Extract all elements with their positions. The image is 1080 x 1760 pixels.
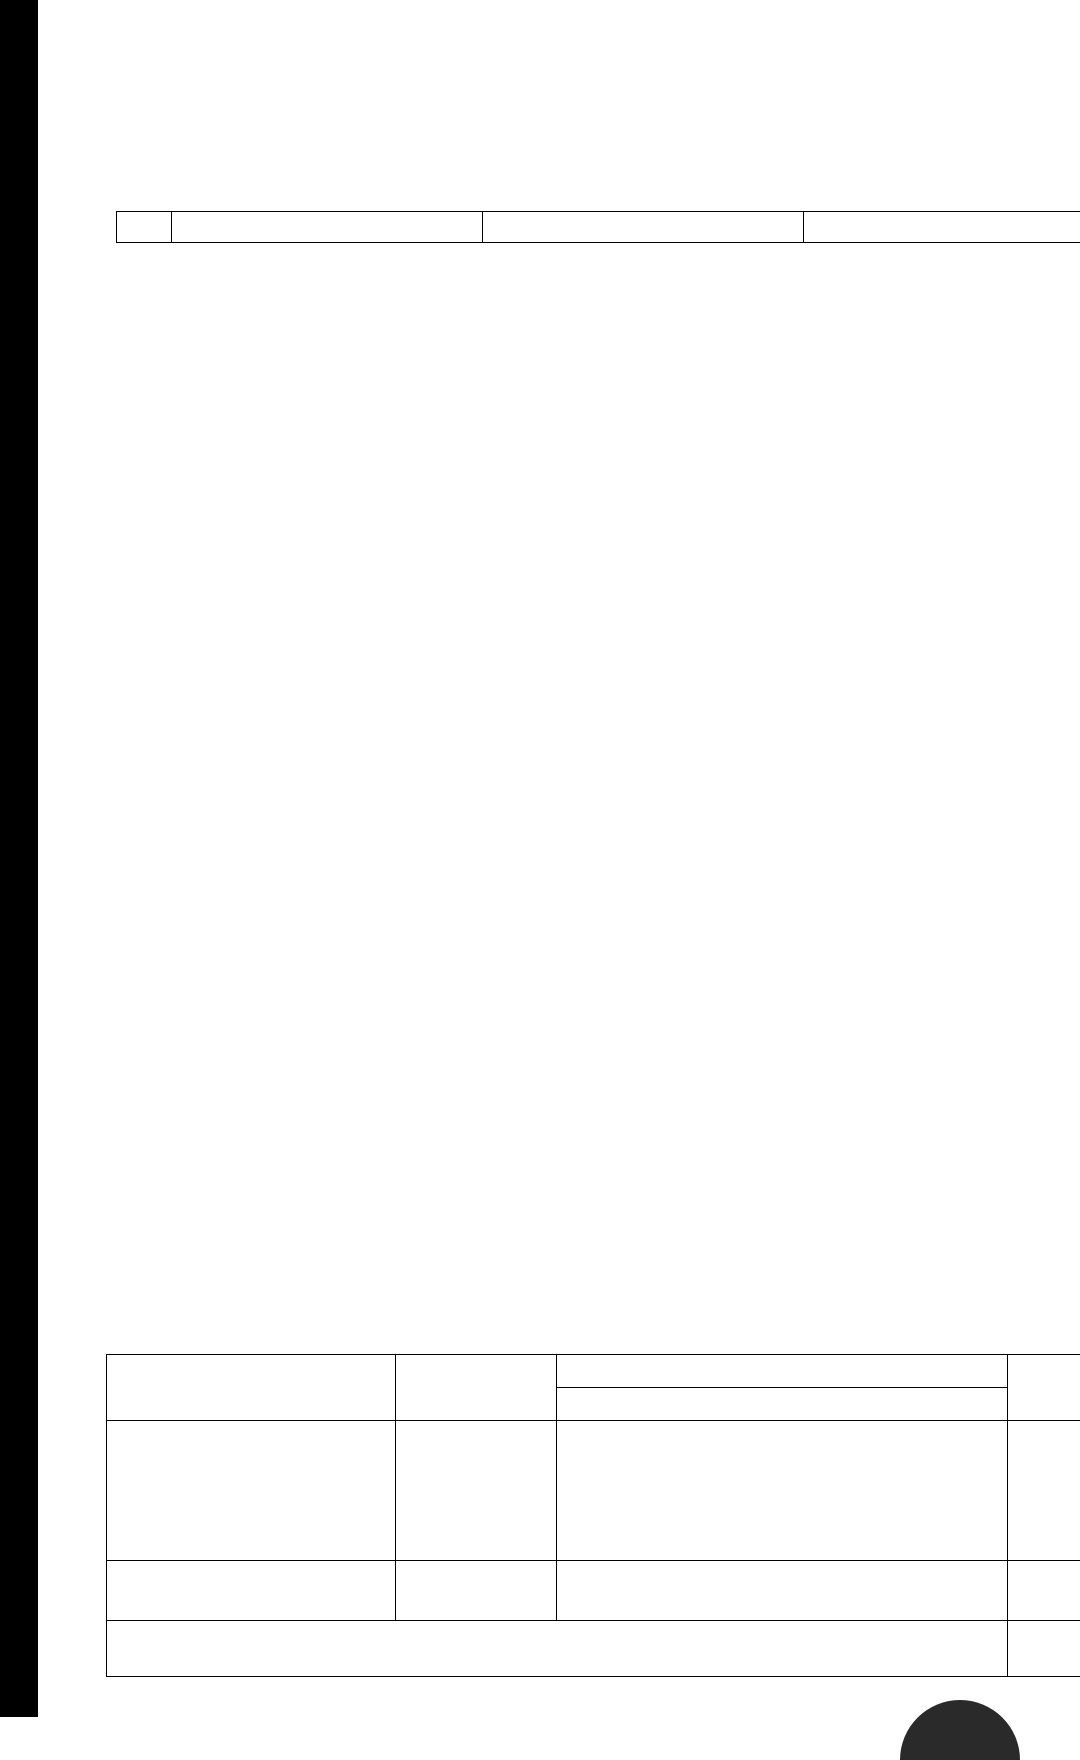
col-converb (804, 212, 1080, 243)
scan-left-edge (0, 0, 38, 1717)
criteria-header-row (107, 1355, 1080, 1388)
descriptor-cell (557, 1561, 1008, 1621)
task-number-cell (396, 1561, 557, 1621)
total-row (107, 1621, 1080, 1677)
criteria-row (107, 1561, 1080, 1621)
col-words (172, 212, 483, 243)
descriptor-header (557, 1355, 1008, 1388)
task-number-cell (396, 1421, 557, 1561)
descriptor-cell (557, 1421, 1008, 1561)
table-header-row (117, 212, 1080, 243)
criterion-cell (107, 1421, 396, 1561)
score-header (1008, 1355, 1080, 1421)
total-score (1008, 1621, 1080, 1677)
score-cell (1008, 1421, 1080, 1561)
criterion-header (107, 1355, 396, 1421)
total-label (107, 1621, 1008, 1677)
descriptor-subheader (557, 1388, 1008, 1421)
document-page (38, 0, 1080, 1717)
assessment-criteria-table (106, 1354, 1080, 1677)
criterion-cell (107, 1561, 396, 1621)
criteria-row (107, 1421, 1080, 1561)
score-cell (1008, 1561, 1080, 1621)
task-number-header (396, 1355, 557, 1421)
col-number (117, 212, 172, 243)
col-participle (483, 212, 804, 243)
verb-type-table (116, 211, 1080, 243)
